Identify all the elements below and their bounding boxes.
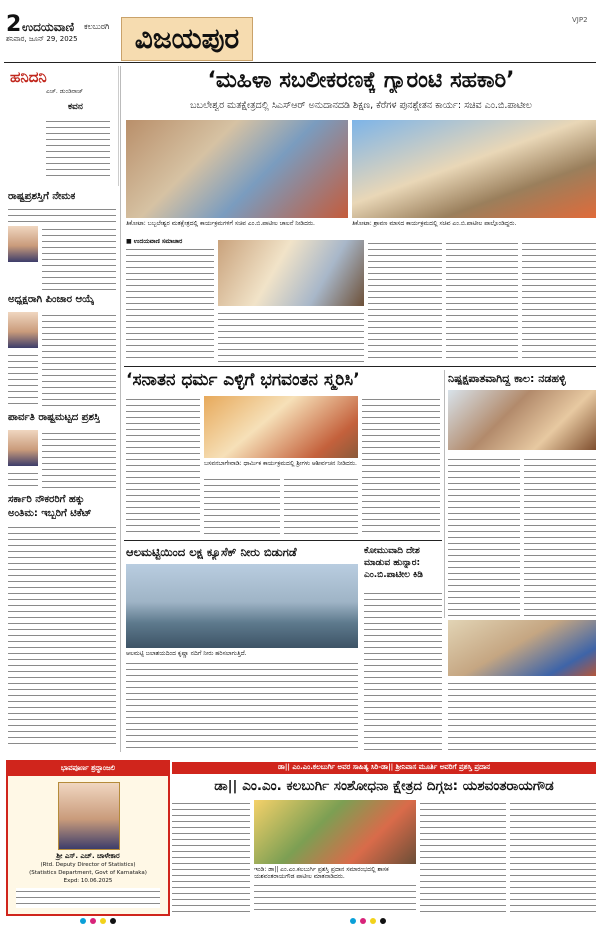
story5-text [364, 590, 442, 750]
right-bottom-text [448, 680, 596, 750]
story3-photo [448, 390, 596, 450]
bottom-text-col-1 [172, 800, 250, 912]
story2-headline: ‘ಸನಾತನ ಧರ್ಮ ಎಳ್ಳಿಗೆ ಭಗವಂತನ ಸ್ಮರಿಸಿ’ [126, 370, 360, 390]
left-text-3 [42, 430, 116, 488]
header-rule [4, 62, 596, 63]
bottom-text-col-3 [420, 800, 506, 912]
left-headline-2: ಅಧ್ಯಕ್ಷರಾಗಿ ಪಿಂಜಾರ ಆಯ್ಕೆ [8, 294, 95, 305]
left-text-4 [8, 524, 116, 748]
left-headline-3: ಪಾರ್ವತಿ ರಾಷ್ಟ್ರಮಟ್ಟದ ಪ್ರಶಸ್ತಿ [8, 412, 101, 423]
page-tag: VJP2 [572, 16, 588, 24]
ad-role: (Rtd. Deputy Director of Statistics) [40, 862, 136, 868]
story3-divider [444, 370, 445, 618]
ad-dept: (Statistics Department, Govt of Karnataka) [29, 870, 147, 876]
left-text-3b [8, 470, 38, 488]
left-headline-1: ರಾಷ್ಟ್ರಪ್ರಶಸ್ತಿಗೆ ನೇಮಕ [8, 191, 76, 202]
lead-byline: ■ ಉದಯವಾಣಿ ಸಮಾಚಾರ [126, 238, 183, 245]
left-headline-5: ಅಂತಿಮ: ಇಬ್ಬರಿಗೆ ಟಿಕೆಟ್ [8, 508, 92, 519]
lead-subhead: ಬಬಲೇಶ್ವರ ಮತಕ್ಷೇತ್ರದಲ್ಲಿ ಸಿಎಸ್‌ಆರ್ ಅನುದಾನದಡಿ ಶಿಕ್ಷಣ, ಕೆರೆಗಳ ಪುನಶ್ಚೇತನ ಕಾರ್ಯ: ಸಚಿವ ಎಂ.ಬಿ.ಪಾಟೀಲ [190, 100, 532, 111]
bottom-caption: ಇಂಡಿ: ಡಾ|| ಎಂ.ಎಂ.ಕಲಬುರ್ಗಿ ಪ್ರಶಸ್ತಿ ಪ್ರದಾನ ಸಮಾರಂಭದಲ್ಲಿ ಶಾಸಕ ಯಶವಂತರಾಯಗೌಡ ಪಾಟೀಲ ಮಾತನಾಡಿದರು. [254, 866, 389, 880]
hani-logo: ಹನಿದನಿ [10, 68, 47, 86]
section-title: ವಿಜಯಪುರ [134, 22, 240, 55]
lead-text-col-3 [368, 240, 442, 362]
page-number: 2 [6, 12, 22, 37]
issue-date: ಶನಿವಾರ, ಜೂನ್ 29, 2025 [6, 35, 78, 43]
story3-text-col-1 [448, 456, 520, 616]
hani-author: ಎಚ್. ಡುಂಡಿರಾಜ್ [46, 88, 84, 95]
story4-headline: ಆಲಮಟ್ಟಿಯಿಂದ ಲಕ್ಷ ಕ್ಯೂಸೆಕ್ ನೀರು ಬಿಡುಗಡೆ [126, 545, 297, 559]
left-mugshot-2 [8, 312, 38, 348]
bottom-text-col-2 [254, 882, 416, 912]
poem-title: ಕವನ [68, 102, 83, 112]
bottom-photo [254, 800, 416, 864]
ad-text [16, 888, 160, 908]
lead-caption-left: ತಿಕೋಟಾ: ಬಬ್ಬಲೇಶ್ವರ ಮತಕ್ಷೇತ್ರದಲ್ಲಿ ಕಾರ್ಯಕ್ರಮಗಳಿಗೆ ಸಚಿವ ಎಂ.ಬಿ.ಪಾಟೀಲ ಚಾಲನೆ ನೀಡಿದರು. [126, 220, 315, 227]
story4-text [126, 660, 358, 750]
obituary-ad [6, 760, 170, 916]
story2-caption: ಬಸವನಬಾಗೇವಾಡಿ: ಧಾರ್ಮಿಕ ಕಾರ್ಯಕ್ರಮದಲ್ಲಿ ಶ್ರೀಗಳು ಆಶೀರ್ವಚನ ನೀಡಿದರು. [204, 460, 357, 467]
lead-photo-mid [218, 240, 364, 306]
story3-text-col-2 [524, 456, 596, 616]
lead-headline: ‘ಮಹಿಳಾ ಸಬಲೀಕರಣಕ್ಕೆ ಗ್ಯಾರಂಟಿ ಸಹಕಾರಿ’ [207, 68, 515, 93]
paper-name: ಉದಯವಾಣಿ [22, 20, 75, 34]
story4-caption: ಆಲಮಟ್ಟಿ ಜಲಾಶಯದಿಂದ ಕೃಷ್ಣಾ ನದಿಗೆ ನೀರು ಹರಿಸಲಾಗುತ್ತಿದೆ. [126, 650, 247, 657]
left-text-2b [8, 352, 38, 408]
left-headline-4: ಸರ್ಕಾರಿ ನೌಕರರಿಗೆ ಹಕ್ಕು [8, 494, 85, 505]
story2-text-col-1 [126, 396, 200, 536]
right-bottom-photo [448, 620, 596, 676]
lead-photo-left [126, 120, 348, 218]
story2-text-col-4 [362, 396, 440, 536]
ad-portrait [58, 782, 120, 850]
ad-title: ಭಾವಪೂರ್ಣ ಶ್ರದ್ಧಾಂಜಲಿ [60, 764, 116, 772]
left-column-divider [120, 66, 121, 752]
bottom-kicker: ಡಾ|| ಎಂ.ಎಂ.ಕಲಬುರ್ಗಿ ಅವರ ಸಾಹಿತ್ಯ ಸಿರಿ-ಡಾ|| ಶ್ರೀನಿವಾಸ ಮೂರ್ತಿ ಅವರಿಗೆ ಪ್ರಶಸ್ತಿ ಪ್ರದಾನ [277, 763, 491, 771]
story4-photo [126, 564, 358, 648]
ad-date: Expd: 10.06.2025 [63, 878, 113, 884]
left-text-2 [42, 312, 116, 408]
bottom-text-col-4 [510, 800, 596, 912]
lead-photo-right [352, 120, 596, 218]
story2-text-col-2 [204, 476, 280, 536]
bottom-headline: ಡಾ|| ಎಂ.ಎಂ. ಕಲಬುರ್ಗಿ ಸಂಶೋಧನಾ ಕ್ಷೇತ್ರದ ದಿಗ್ಗಜ: ಯಶವಂತರಾಯಗೌಡ [214, 778, 554, 794]
left-mugshot-3 [8, 430, 38, 466]
story5-headline: ಕೋಮುವಾದಿ ದೇಶ ಮಾಡುವ ಹುನ್ನಾರ: ಎಂ.ಬಿ.ಪಾಟೀಲ ಕಿಡಿ [364, 546, 423, 580]
registration-marks [0, 916, 600, 926]
city-label: ಕಲಬುರಗಿ [84, 22, 110, 31]
lead-bottom-rule [124, 366, 596, 367]
lead-text-mid [218, 310, 364, 362]
left-mugshot-1 [8, 226, 38, 262]
story3-headline: ನಿಷ್ಪಕ್ಷಪಾತವಾಗಿದ್ದ ಕಾಲ: ನಡಹಳ್ಳಿ [448, 372, 566, 385]
left-text-1 [8, 206, 116, 224]
hani-box [6, 66, 119, 186]
ad-name: ಶ್ರೀ ಎಸ್. ಎಚ್. ಚಾಳೇಕಾರ [56, 852, 120, 860]
lead-caption-right: ತಿಕೋಟಾ: ಶ್ರಾವಣ ಮಾಸದ ಕಾರ್ಯಕ್ರಮದಲ್ಲಿ ಸಚಿವ ಎಂ.ಬಿ.ಪಾಟೀಲ ಪಾಲ್ಗೊಂಡಿದ್ದರು. [352, 220, 517, 227]
lead-text-col-5 [522, 240, 596, 362]
section-banner [121, 17, 253, 61]
lead-text-col-4 [446, 240, 518, 362]
lead-text-col-1 [126, 246, 214, 362]
story4-top-rule [124, 540, 442, 541]
story2-photo [204, 396, 358, 458]
poem-body [46, 118, 110, 180]
left-text-1b [42, 226, 116, 290]
story2-text-col-3 [284, 476, 358, 536]
